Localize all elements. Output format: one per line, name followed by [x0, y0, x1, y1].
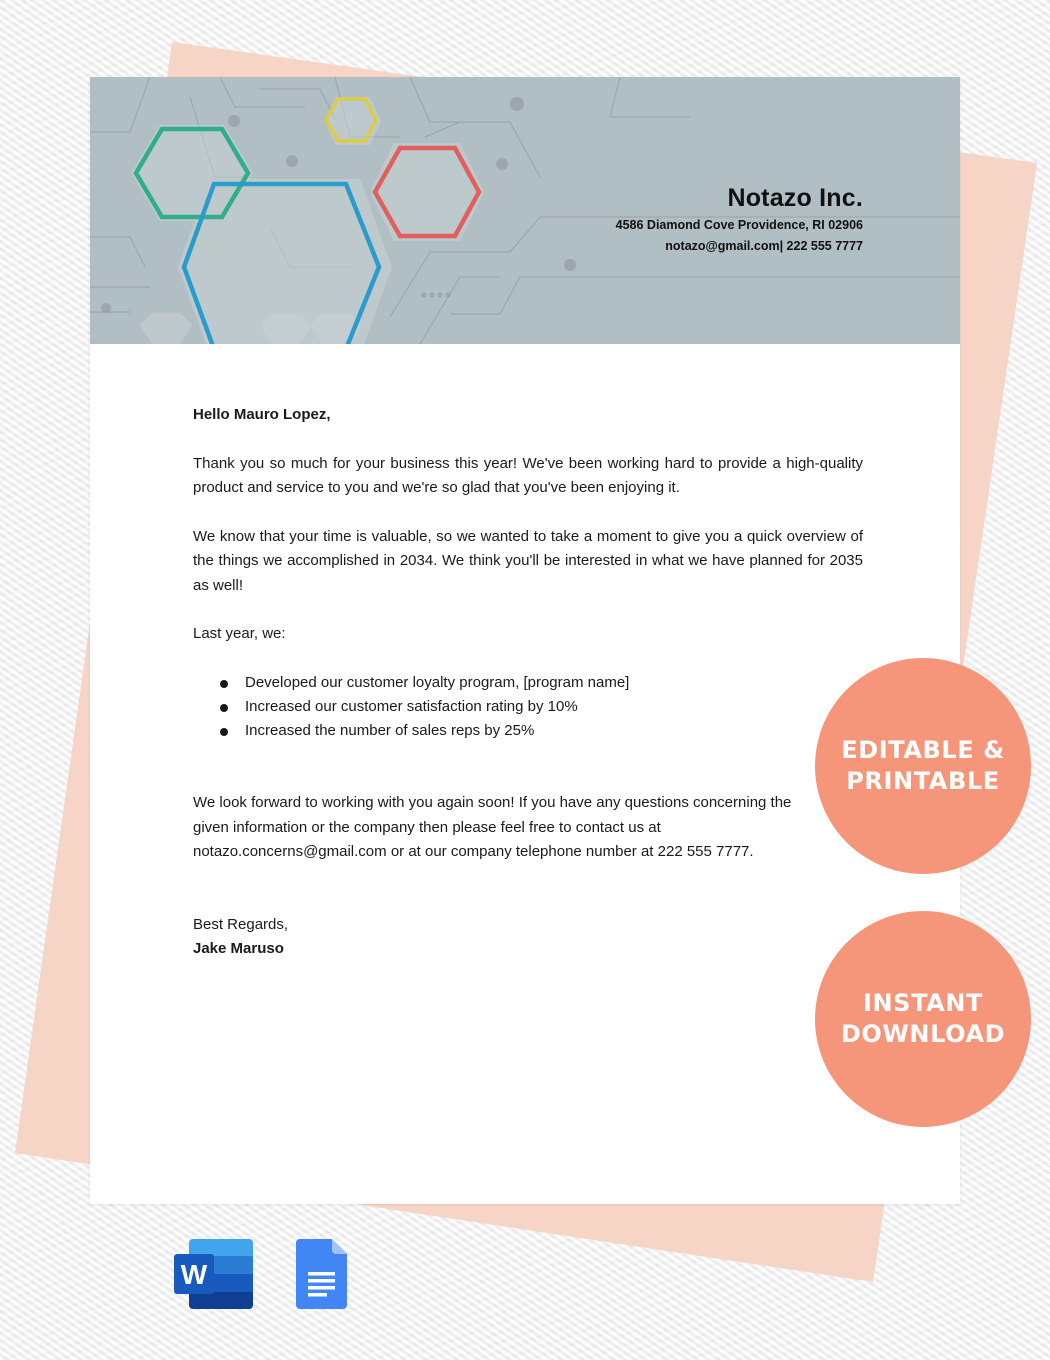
greeting: Hello Mauro Lopez, — [193, 406, 331, 423]
company-name: Notazo Inc. — [727, 184, 863, 212]
signer-name: Jake Maruso — [193, 940, 284, 958]
letter-body — [193, 403, 863, 962]
microsoft-word-icon[interactable] — [174, 1239, 254, 1309]
bullet-icon — [220, 704, 228, 712]
google-docs-icon[interactable] — [296, 1239, 348, 1309]
sign-off: Best Regards, — [193, 915, 289, 933]
list-item-text: Developed our customer loyalty program, [program name] — [245, 673, 630, 691]
list-item — [193, 671, 863, 695]
paragraph-last-year: Last year, we: — [193, 625, 286, 642]
list-item — [193, 695, 863, 719]
company-info — [616, 181, 863, 257]
instant-download-badge — [815, 911, 1031, 1127]
bullet-icon — [220, 728, 228, 736]
badge-line: DOWNLOAD — [840, 1020, 1006, 1048]
closing-line: notazo.concerns@gmail.com or at our company telephone number at 222 555 7777. — [193, 843, 754, 861]
company-address: 4586 Diamond Cove Providence, RI 02906 — [615, 218, 863, 232]
paragraph-thanks: Thank you so much for your business this year! We've been working hard to provide a high-quality product and service to you and we're so glad that you've been enjoying it. — [193, 454, 863, 496]
paragraph-closing — [193, 791, 863, 865]
bullet-icon — [220, 680, 228, 688]
svg-text:W: W — [180, 1259, 208, 1290]
accomplishments-list — [193, 671, 863, 744]
closing-line: given information or the company then please feel free to contact us at — [193, 818, 661, 836]
editable-printable-badge — [815, 658, 1031, 874]
badge-line: PRINTABLE — [846, 767, 1000, 795]
badge-line: EDITABLE & — [841, 736, 1005, 764]
list-item-text: Increased our customer satisfaction rating by 10% — [245, 697, 578, 715]
company-contact: notazo@gmail.com| 222 555 7777 — [665, 239, 863, 253]
list-item-text: Increased the number of sales reps by 25% — [245, 721, 535, 739]
paragraph-overview: We know that your time is valuable, so we wanted to take a moment to give you a quick overview of the things we accomplished in 2034. We think you'll be interested in what we have planned for 2035 as well! — [193, 527, 863, 594]
closing-line: We look forward to working with you again soon! If you have any questions concerning the — [193, 794, 792, 812]
list-item — [193, 719, 863, 743]
badge-line: INSTANT — [862, 989, 984, 1017]
letterhead-banner — [90, 77, 960, 344]
